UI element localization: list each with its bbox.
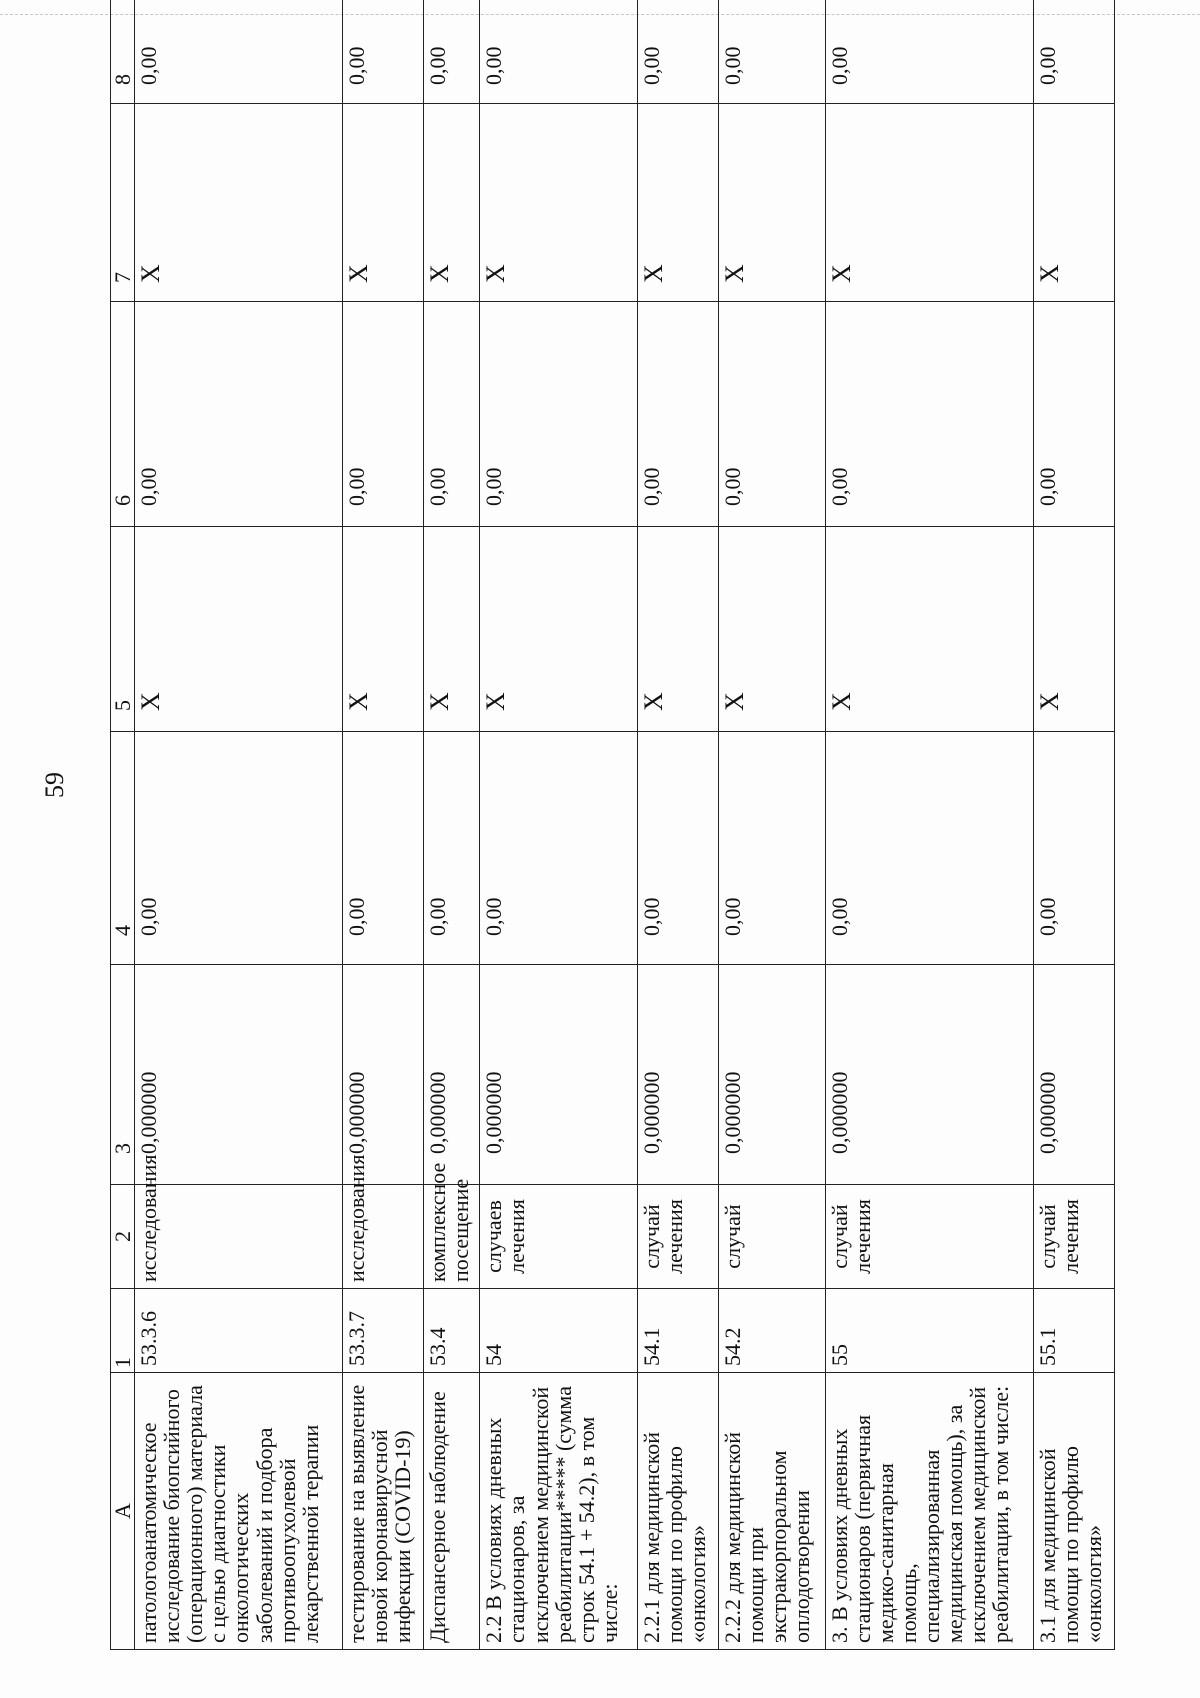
cell-col-7: X: [480, 104, 637, 302]
table-row: [825, 0, 1033, 1650]
table-row: [342, 0, 423, 1650]
cell-col-6: 0,00: [342, 302, 423, 527]
cell-col-8: 0,00: [135, 0, 343, 104]
cell-col-6: 0,00: [637, 302, 718, 527]
table-wrap: [110, 46, 1115, 1650]
cell-row-number: 55.1: [1033, 1289, 1114, 1373]
cell-col-7: X: [424, 104, 480, 302]
cell-col-7: X: [825, 104, 1033, 302]
cell-col-3: 0,000000: [825, 965, 1033, 1185]
cell-col-4: 0,00: [424, 732, 480, 965]
cell-col-3: 0,000000: [637, 965, 718, 1185]
cell-row-number: 53.4: [424, 1289, 480, 1373]
header-col-2: 2: [111, 1185, 135, 1289]
cell-row-number: 55: [825, 1289, 1033, 1373]
cell-col-4: 0,00: [1033, 732, 1114, 965]
cell-description: тестирование на выявление новой коронавирусной инфекции (COVID-19): [342, 1373, 423, 1650]
cell-unit: случай лечения: [825, 1185, 1033, 1289]
cell-col-3: 0,000000: [342, 965, 423, 1185]
cell-col-8: 0,00: [637, 0, 718, 104]
cell-col-4: 0,00: [637, 732, 718, 965]
cell-col-8: 0,00: [719, 0, 826, 104]
table-row: [1033, 0, 1114, 1650]
table-row: [480, 0, 637, 1650]
rotated-table-frame: [110, 46, 1115, 1650]
header-col-a: A: [111, 1373, 135, 1650]
cell-unit: исследования: [342, 1185, 423, 1289]
cell-description: 3.1 для медицинской помощи по профилю «онкология»: [1033, 1373, 1114, 1650]
cell-description: 2.2.1 для медицинской помощи по профилю «онкология»: [637, 1373, 718, 1650]
header-col-4: 4: [111, 732, 135, 965]
cell-col-6: 0,00: [719, 302, 826, 527]
cell-description: патологоанатомическое исследование биопсийного (операционного) материала с целью диагностики онкологических заболеваний и подбора противоопухолевой лекарственной терапии: [135, 1373, 343, 1650]
cell-col-7: X: [135, 104, 343, 302]
cell-col-8: 0,00: [480, 0, 637, 104]
cell-col-3: 0,000000: [135, 965, 343, 1185]
cell-col-6: 0,00: [1033, 302, 1114, 527]
cell-row-number: 54.1: [637, 1289, 718, 1373]
table-row: [135, 0, 343, 1650]
cell-col-8: 0,00: [342, 0, 423, 104]
cell-col-5: X: [719, 527, 826, 732]
cell-col-4: 0,00: [342, 732, 423, 965]
cell-col-5: X: [424, 527, 480, 732]
cell-row-number: 54: [480, 1289, 637, 1373]
cell-description: 2.2 В условиях дневных стационаров, за исключением медицинской реабилитации***** (сумма строк 54.1 + 54.2), в том числе:: [480, 1373, 637, 1650]
cell-row-number: 53.3.7: [342, 1289, 423, 1373]
cell-description: 3. В условиях дневных стационаров (первичная медико-санитарная помощь, специализированная медицинская помощь), за исключением медицинской реабилитации, в том числе:: [825, 1373, 1033, 1650]
cell-unit: случай лечения: [637, 1185, 718, 1289]
cell-col-4: 0,00: [480, 732, 637, 965]
cell-col-6: 0,00: [480, 302, 637, 527]
header-col-6: 6: [111, 302, 135, 527]
header-col-8: 8: [111, 0, 135, 104]
cell-col-5: X: [825, 527, 1033, 732]
cell-col-6: 0,00: [424, 302, 480, 527]
cell-col-4: 0,00: [719, 732, 826, 965]
cell-col-4: 0,00: [135, 732, 343, 965]
data-table: [110, 0, 1115, 1650]
cell-col-3: 0,000000: [719, 965, 826, 1185]
cell-col-5: X: [637, 527, 718, 732]
header-col-1: 1: [111, 1289, 135, 1373]
cell-col-6: 0,00: [135, 302, 343, 527]
cell-col-5: X: [135, 527, 343, 732]
cell-col-7: X: [719, 104, 826, 302]
cell-col-4: 0,00: [825, 732, 1033, 965]
page-number: 59: [40, 772, 69, 798]
cell-row-number: 54.2: [719, 1289, 826, 1373]
cell-unit: комплексное посещение: [424, 1185, 480, 1289]
cell-col-8: 0,00: [1033, 0, 1114, 104]
cell-col-6: 0,00: [825, 302, 1033, 527]
cell-unit: случай лечения: [1033, 1185, 1114, 1289]
cell-col-5: X: [480, 527, 637, 732]
cell-col-7: X: [342, 104, 423, 302]
cell-col-8: 0,00: [825, 0, 1033, 104]
cell-col-5: X: [1033, 527, 1114, 732]
cell-col-8: 0,00: [424, 0, 480, 104]
table-row: [719, 0, 826, 1650]
cell-unit: случаев лечения: [480, 1185, 637, 1289]
cell-row-number: 53.3.6: [135, 1289, 343, 1373]
cell-description: Диспансерное наблюдение: [424, 1373, 480, 1650]
cell-col-3: 0,000000: [480, 965, 637, 1185]
cell-unit: исследования: [135, 1185, 343, 1289]
cell-col-7: X: [1033, 104, 1114, 302]
cell-unit: случай: [719, 1185, 826, 1289]
header-col-5: 5: [111, 527, 135, 732]
header-col-3: 3: [111, 965, 135, 1185]
cell-col-3: 0,000000: [424, 965, 480, 1185]
table-header-row: [111, 0, 135, 1650]
cell-description: 2.2.2 для медицинской помощи при экстракорпоральном оплодотворении: [719, 1373, 826, 1650]
cell-col-5: X: [342, 527, 423, 732]
header-col-7: 7: [111, 104, 135, 302]
table-row: [424, 0, 480, 1650]
table-row: [637, 0, 718, 1650]
cell-col-7: X: [637, 104, 718, 302]
cell-col-3: 0,000000: [1033, 965, 1114, 1185]
